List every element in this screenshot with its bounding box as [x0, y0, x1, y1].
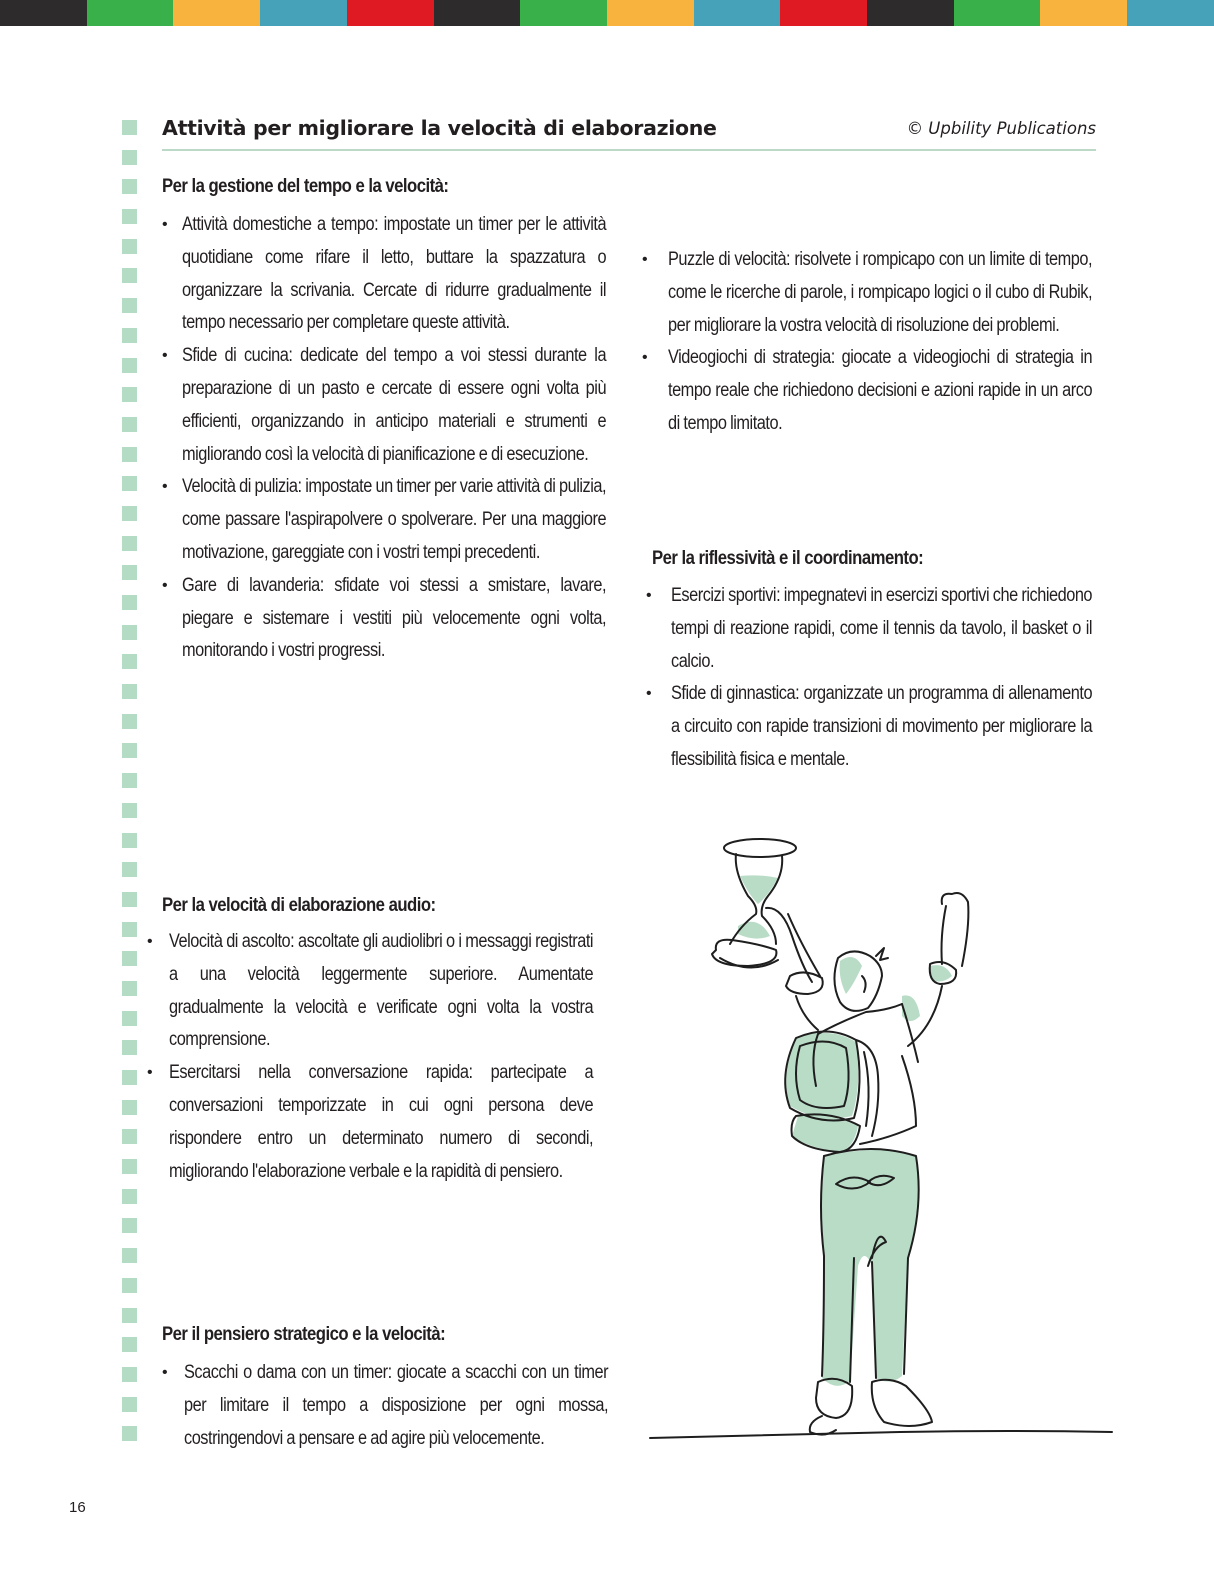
decorative-square	[122, 773, 137, 788]
list-item: • Scacchi o dama con un timer: giocate a scacchi con un timer per limitare il tempo a disposizione per ogni mossa, costringendovi a pensare e ad agire più velocemente.	[162, 1357, 608, 1455]
stripe-segment	[607, 0, 694, 26]
stripe-segment	[954, 0, 1041, 26]
decorative-square	[122, 743, 137, 758]
list-item: • Esercizi sportivi: impegnatevi in esercizi sportivi che richiedono tempi di reazione rapidi, come il tennis da tavolo, il basket o il calcio.	[652, 580, 1092, 678]
decorative-square	[122, 1040, 137, 1055]
activity-list	[642, 244, 1092, 441]
activity-list	[162, 1357, 608, 1455]
decorative-square	[122, 833, 137, 848]
stripe-segment	[867, 0, 954, 26]
decorative-square	[122, 625, 137, 640]
decorative-square	[122, 595, 137, 610]
decorative-square	[122, 447, 137, 462]
decorative-square	[122, 268, 137, 283]
decorative-square	[122, 892, 137, 907]
page-title: Attività per migliorare la velocità di elaborazione	[162, 116, 717, 140]
decorative-square	[122, 565, 137, 580]
list-item: • Velocità di pulizia: impostate un timer per varie attività di pulizia, come passare l'aspirapolvere o spolverare. Per una maggiore motivazione, gareggiate con i vostri tempi precedenti.	[162, 471, 606, 569]
decorative-square	[122, 120, 137, 135]
decorative-square	[122, 1070, 137, 1085]
decorative-square	[122, 1011, 137, 1026]
page-number: 16	[69, 1499, 86, 1516]
list-item: • Gare di lavanderia: sfidate voi stessi a smistare, lavare, piegare e sistemare i vestiti più velocemente ogni volta, monitorando i vostri progressi.	[162, 570, 606, 668]
decorative-square	[122, 1337, 137, 1352]
list-item: • Velocità di ascolto: ascoltate gli audiolibri o i messaggi registrati a una velocità leggermente superiore. Aumentate gradualmente la velocità e verificate ogni volta la vostra comprensione.	[147, 926, 593, 1057]
decorative-square	[122, 1367, 137, 1382]
list-item: • Sfide di ginnastica: organizzate un programma di allenamento a circuito con rapide transizioni di movimento per migliorare la flessibilità fisica e mentale.	[652, 678, 1092, 776]
illustration-person-hourglass	[640, 826, 1120, 1456]
top-color-stripe	[0, 0, 1214, 26]
section-strategic-thinking	[162, 1324, 608, 1455]
bullet-icon: •	[147, 1064, 153, 1082]
decorative-square	[122, 714, 137, 729]
stripe-segment	[347, 0, 434, 26]
stripe-segment	[173, 0, 260, 26]
decorative-square	[122, 1189, 137, 1204]
bullet-icon: •	[642, 349, 648, 367]
section-reflexes-coordination	[646, 548, 1093, 777]
activity-list	[162, 209, 606, 668]
section-heading: Per la riflessività e il coordinamento:	[652, 548, 924, 569]
bullet-icon: •	[642, 251, 648, 268]
decorative-square	[122, 1129, 137, 1144]
activity-list	[646, 580, 1093, 777]
bullet-icon: •	[162, 347, 168, 365]
decorative-square	[122, 684, 137, 699]
list-item: • Puzzle di velocità: risolvete i rompicapo con un limite di tempo, come le ricerche di parole, i rompicapo logici o il cubo di Rubik, per migliorare la vostra velocità di risoluzione dei problemi.	[642, 244, 1092, 342]
list-item: • Videogiochi di strategia: giocate a videogiochi di strategia in tempo reale che richiedono decisioni e azioni rapide in un arco di tempo limitato.	[642, 342, 1092, 440]
decorative-square	[122, 1100, 137, 1115]
decorative-square	[122, 862, 137, 877]
decorative-square	[122, 387, 137, 402]
decorative-square	[122, 1278, 137, 1293]
decorative-square	[122, 417, 137, 432]
activity-list	[147, 926, 593, 1188]
bullet-icon: •	[646, 685, 652, 703]
bullet-icon: •	[162, 576, 168, 594]
bullet-icon: •	[646, 587, 652, 604]
decorative-square	[122, 981, 137, 996]
stripe-segment	[520, 0, 607, 26]
stripe-segment	[1127, 0, 1214, 26]
decorative-square	[122, 803, 137, 818]
bullet-icon: •	[162, 216, 168, 233]
decorative-square	[122, 951, 137, 966]
stripe-segment	[260, 0, 347, 26]
decorative-square	[122, 328, 137, 343]
decorative-square	[122, 506, 137, 521]
decorative-square	[122, 1218, 137, 1233]
stripe-segment	[780, 0, 867, 26]
decorative-square-column	[122, 120, 137, 1456]
decorative-square	[122, 358, 137, 373]
copyright-notice: © Upbility Publications	[906, 119, 1096, 138]
list-item: • Sfide di cucina: dedicate del tempo a voi stessi durante la preparazione di un pasto e cercate di essere ogni volta più efficienti, organizzando in anticipo materiali e strumenti e migliorando così la velocità di pianificazione e di esecuzione.	[162, 340, 606, 471]
section-puzzles-games	[642, 244, 1092, 441]
decorative-square	[122, 209, 137, 224]
stripe-segment	[1040, 0, 1127, 26]
stripe-segment	[87, 0, 174, 26]
decorative-square	[122, 239, 137, 254]
bullet-icon: •	[162, 478, 168, 496]
hourglass-person-drawing	[640, 826, 1120, 1456]
decorative-square	[122, 1397, 137, 1412]
section-heading: Per la velocità di elaborazione audio:	[162, 895, 436, 916]
decorative-square	[122, 1308, 137, 1323]
decorative-square	[122, 476, 137, 491]
decorative-square	[122, 179, 137, 194]
decorative-square	[122, 1426, 137, 1441]
decorative-square	[122, 150, 137, 165]
stripe-segment	[694, 0, 781, 26]
list-item: • Attività domestiche a tempo: impostate un timer per le attività quotidiane come rifare il letto, buttare la spazzatura o organizzare la scrivania. Cercate di ridurre gradualmente il tempo necessario per completare queste attività.	[162, 209, 606, 340]
bullet-icon: •	[162, 1364, 168, 1381]
section-audio-processing	[147, 895, 593, 1188]
decorative-square	[122, 536, 137, 551]
decorative-square	[122, 298, 137, 313]
list-item: • Esercitarsi nella conversazione rapida: partecipate a conversazioni temporizzate in cui ogni persona deve rispondere entro un determinato numero di secondi, migliorando l'elaborazione verbale e la rapidità di pensiero.	[147, 1057, 593, 1188]
decorative-square	[122, 654, 137, 669]
stripe-segment	[434, 0, 521, 26]
section-heading: Per il pensiero strategico e la velocità:	[162, 1324, 446, 1345]
section-heading: Per la gestione del tempo e la velocità:	[162, 176, 449, 197]
decorative-square	[122, 922, 137, 937]
section-time-management	[162, 176, 606, 668]
decorative-square	[122, 1248, 137, 1263]
header-divider	[162, 149, 1096, 151]
decorative-square	[122, 1159, 137, 1174]
stripe-segment	[0, 0, 87, 26]
bullet-icon: •	[147, 933, 153, 950]
